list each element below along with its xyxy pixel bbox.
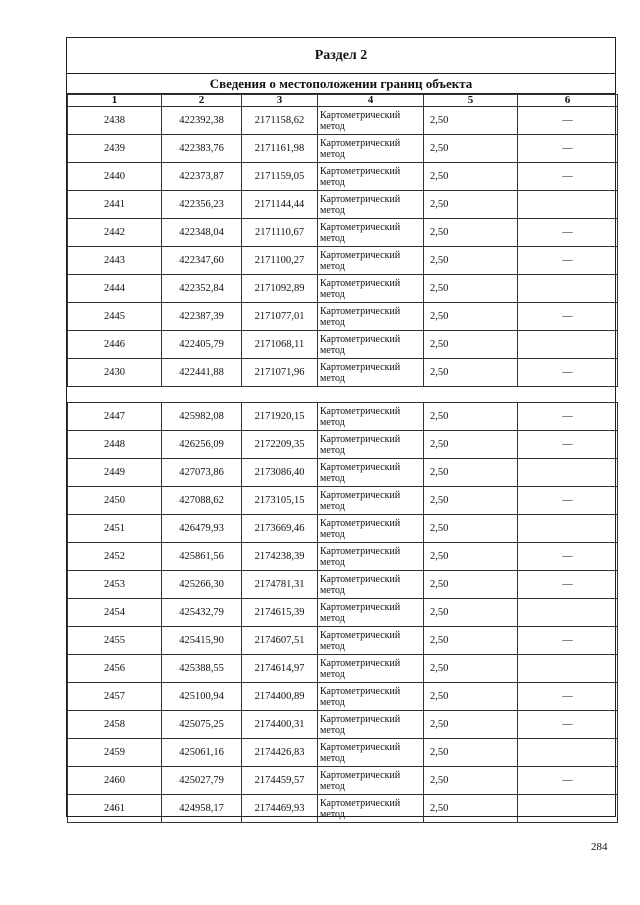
column-number-row (68, 95, 618, 107)
method-cell (318, 655, 424, 683)
coordinate-x: 425061,16 (162, 739, 242, 767)
col-header-3: 3 (242, 95, 318, 107)
table-row (68, 219, 618, 247)
point-number: 2454 (68, 599, 162, 627)
method-line-1: Картометрический (320, 601, 401, 613)
point-number: 2458 (68, 711, 162, 739)
table-row (68, 459, 618, 487)
table-row (68, 683, 618, 711)
point-number: 2461 (68, 795, 162, 823)
point-number: 2430 (68, 359, 162, 387)
column-6-value (518, 515, 618, 543)
document-frame (66, 37, 616, 820)
accuracy: 2,50 (424, 739, 518, 767)
point-number: 2443 (68, 247, 162, 275)
table-row (68, 191, 618, 219)
point-number: 2447 (68, 403, 162, 431)
method-line-1: Картометрический (320, 797, 401, 809)
method-line-2: метод (320, 260, 345, 272)
method-line-1: Картометрический (320, 545, 401, 557)
method-cell (318, 683, 424, 711)
accuracy: 2,50 (424, 795, 518, 823)
column-6-value: — (518, 431, 618, 459)
column-6-value: — (518, 163, 618, 191)
coordinate-y: 2171161,98 (242, 135, 318, 163)
point-number: 2442 (68, 219, 162, 247)
table-row (68, 795, 618, 823)
coordinate-y: 2171144,44 (242, 191, 318, 219)
coordinate-x: 427088,62 (162, 487, 242, 515)
point-number: 2441 (68, 191, 162, 219)
accuracy: 2,50 (424, 571, 518, 599)
method-line-1: Картометрический (320, 629, 401, 641)
table-row (68, 487, 618, 515)
method-line-2: метод (320, 232, 345, 244)
coordinate-x: 424958,17 (162, 795, 242, 823)
method-line-2: метод (320, 780, 345, 792)
column-6-value: — (518, 571, 618, 599)
coordinate-x: 422383,76 (162, 135, 242, 163)
coordinate-y: 2174238,39 (242, 543, 318, 571)
column-6-value (518, 599, 618, 627)
coordinate-x: 425861,56 (162, 543, 242, 571)
coordinate-y: 2171110,67 (242, 219, 318, 247)
method-cell (318, 543, 424, 571)
method-cell (318, 303, 424, 331)
method-cell (318, 767, 424, 795)
column-6-value: — (518, 303, 618, 331)
accuracy: 2,50 (424, 627, 518, 655)
table-row (68, 599, 618, 627)
table-row (68, 303, 618, 331)
method-line-2: метод (320, 472, 345, 484)
table-row (68, 163, 618, 191)
coordinate-x: 425388,55 (162, 655, 242, 683)
method-line-2: метод (320, 288, 345, 300)
point-number: 2457 (68, 683, 162, 711)
method-cell (318, 135, 424, 163)
accuracy: 2,50 (424, 359, 518, 387)
section-title: Раздел 2 (67, 38, 615, 74)
column-6-value: — (518, 359, 618, 387)
method-line-2: метод (320, 724, 345, 736)
accuracy: 2,50 (424, 767, 518, 795)
coordinate-y: 2174469,93 (242, 795, 318, 823)
column-6-value: — (518, 543, 618, 571)
accuracy: 2,50 (424, 543, 518, 571)
table-row (68, 275, 618, 303)
coordinate-y: 2174400,89 (242, 683, 318, 711)
point-number: 2440 (68, 163, 162, 191)
method-cell (318, 459, 424, 487)
method-cell (318, 599, 424, 627)
accuracy: 2,50 (424, 275, 518, 303)
coordinate-x: 426479,93 (162, 515, 242, 543)
method-line-1: Картометрический (320, 405, 401, 417)
col-header-6: 6 (518, 95, 618, 107)
point-number: 2445 (68, 303, 162, 331)
coordinate-y: 2174607,51 (242, 627, 318, 655)
column-6-value: — (518, 627, 618, 655)
point-number: 2451 (68, 515, 162, 543)
method-line-1: Картометрический (320, 137, 401, 149)
method-line-2: метод (320, 316, 345, 328)
coordinate-x: 422387,39 (162, 303, 242, 331)
method-line-1: Картометрический (320, 109, 401, 121)
coordinate-y: 2173105,15 (242, 487, 318, 515)
method-cell (318, 331, 424, 359)
point-number: 2455 (68, 627, 162, 655)
coordinate-y: 2174400,31 (242, 711, 318, 739)
table-row (68, 767, 618, 795)
coordinate-y: 2174459,57 (242, 767, 318, 795)
accuracy: 2,50 (424, 655, 518, 683)
point-number: 2439 (68, 135, 162, 163)
separator-cell (68, 387, 618, 403)
table-row (68, 515, 618, 543)
column-6-value: — (518, 107, 618, 135)
coordinate-x: 427073,86 (162, 459, 242, 487)
accuracy: 2,50 (424, 683, 518, 711)
method-cell (318, 487, 424, 515)
method-line-2: метод (320, 120, 345, 132)
method-line-2: метод (320, 528, 345, 540)
point-number: 2448 (68, 431, 162, 459)
coordinate-x: 425100,94 (162, 683, 242, 711)
accuracy: 2,50 (424, 711, 518, 739)
coordinate-x: 425415,90 (162, 627, 242, 655)
method-line-1: Картометрический (320, 221, 401, 233)
column-6-value (518, 795, 618, 823)
point-number: 2444 (68, 275, 162, 303)
coordinate-y: 2171068,11 (242, 331, 318, 359)
coordinate-x: 422373,87 (162, 163, 242, 191)
column-6-value (518, 655, 618, 683)
point-number: 2452 (68, 543, 162, 571)
column-6-value (518, 459, 618, 487)
column-6-value: — (518, 135, 618, 163)
table-row (68, 403, 618, 431)
method-cell (318, 571, 424, 599)
method-line-2: метод (320, 696, 345, 708)
method-line-2: метод (320, 556, 345, 568)
method-line-2: метод (320, 444, 345, 456)
method-line-1: Картометрический (320, 333, 401, 345)
col-header-5: 5 (424, 95, 518, 107)
coordinate-x: 425266,30 (162, 571, 242, 599)
coordinate-y: 2171159,05 (242, 163, 318, 191)
method-line-1: Картометрический (320, 657, 401, 669)
method-line-2: метод (320, 372, 345, 384)
method-line-2: метод (320, 584, 345, 596)
accuracy: 2,50 (424, 107, 518, 135)
coordinate-x: 422405,79 (162, 331, 242, 359)
col-header-4: 4 (318, 95, 424, 107)
method-cell (318, 247, 424, 275)
method-cell (318, 403, 424, 431)
coordinate-y: 2174781,31 (242, 571, 318, 599)
point-number: 2459 (68, 739, 162, 767)
method-line-2: метод (320, 204, 345, 216)
group-separator (68, 387, 618, 403)
coordinate-x: 422441,88 (162, 359, 242, 387)
col-header-1: 1 (68, 95, 162, 107)
method-cell (318, 627, 424, 655)
column-6-value: — (518, 219, 618, 247)
method-line-2: метод (320, 808, 345, 820)
method-cell (318, 795, 424, 823)
coordinate-y: 2172209,35 (242, 431, 318, 459)
method-line-2: метод (320, 612, 345, 624)
method-line-1: Картометрический (320, 461, 401, 473)
page-number: 284 (591, 841, 608, 853)
table-row (68, 571, 618, 599)
accuracy: 2,50 (424, 303, 518, 331)
method-line-1: Картометрический (320, 741, 401, 753)
coordinate-x: 422352,84 (162, 275, 242, 303)
table-row (68, 331, 618, 359)
col-header-2: 2 (162, 95, 242, 107)
coordinate-y: 2171100,27 (242, 247, 318, 275)
method-cell (318, 739, 424, 767)
accuracy: 2,50 (424, 135, 518, 163)
method-cell (318, 431, 424, 459)
method-line-2: метод (320, 148, 345, 160)
accuracy: 2,50 (424, 459, 518, 487)
column-6-value: — (518, 403, 618, 431)
coordinate-x: 426256,09 (162, 431, 242, 459)
method-line-1: Картометрический (320, 277, 401, 289)
coordinate-x: 425075,25 (162, 711, 242, 739)
accuracy: 2,50 (424, 599, 518, 627)
method-cell (318, 191, 424, 219)
point-number: 2446 (68, 331, 162, 359)
method-line-2: метод (320, 668, 345, 680)
method-line-1: Картометрический (320, 573, 401, 585)
method-line-1: Картометрический (320, 433, 401, 445)
accuracy: 2,50 (424, 219, 518, 247)
column-6-value (518, 275, 618, 303)
accuracy: 2,50 (424, 403, 518, 431)
table-row (68, 431, 618, 459)
method-cell (318, 163, 424, 191)
method-cell (318, 711, 424, 739)
table-row (68, 655, 618, 683)
coordinate-y: 2171158,62 (242, 107, 318, 135)
method-line-1: Картометрический (320, 249, 401, 261)
column-6-value: — (518, 487, 618, 515)
coordinate-x: 425432,79 (162, 599, 242, 627)
coordinate-x: 422347,60 (162, 247, 242, 275)
coordinate-y: 2171092,89 (242, 275, 318, 303)
table-row (68, 107, 618, 135)
coordinate-x: 422356,23 (162, 191, 242, 219)
coordinate-y: 2173669,46 (242, 515, 318, 543)
accuracy: 2,50 (424, 515, 518, 543)
coordinate-y: 2174614,97 (242, 655, 318, 683)
table-row (68, 247, 618, 275)
column-6-value (518, 331, 618, 359)
accuracy: 2,50 (424, 487, 518, 515)
method-line-1: Картометрический (320, 305, 401, 317)
boundary-coordinates-table (67, 94, 618, 823)
method-cell (318, 515, 424, 543)
method-cell (318, 275, 424, 303)
column-6-value: — (518, 711, 618, 739)
point-number: 2456 (68, 655, 162, 683)
method-line-1: Картометрический (320, 685, 401, 697)
table-row (68, 359, 618, 387)
method-cell (318, 107, 424, 135)
column-6-value (518, 739, 618, 767)
table-row (68, 739, 618, 767)
coordinate-x: 425982,08 (162, 403, 242, 431)
method-line-1: Картометрический (320, 361, 401, 373)
method-line-1: Картометрический (320, 489, 401, 501)
method-cell (318, 359, 424, 387)
coordinate-x: 422348,04 (162, 219, 242, 247)
column-6-value: — (518, 683, 618, 711)
accuracy: 2,50 (424, 247, 518, 275)
coordinate-y: 2171077,01 (242, 303, 318, 331)
point-number: 2453 (68, 571, 162, 599)
method-cell (318, 219, 424, 247)
accuracy: 2,50 (424, 163, 518, 191)
column-6-value (518, 191, 618, 219)
method-line-2: метод (320, 500, 345, 512)
method-line-1: Картометрический (320, 769, 401, 781)
method-line-1: Картометрический (320, 517, 401, 529)
coordinate-y: 2171920,15 (242, 403, 318, 431)
coordinate-x: 422392,38 (162, 107, 242, 135)
accuracy: 2,50 (424, 191, 518, 219)
table-row (68, 711, 618, 739)
table-row (68, 135, 618, 163)
method-line-2: метод (320, 752, 345, 764)
method-line-2: метод (320, 176, 345, 188)
point-number: 2460 (68, 767, 162, 795)
table-title: Сведения о местоположении границ объекта (67, 74, 615, 94)
coordinate-x: 425027,79 (162, 767, 242, 795)
point-number: 2450 (68, 487, 162, 515)
coordinate-y: 2171071,96 (242, 359, 318, 387)
method-line-1: Картометрический (320, 165, 401, 177)
accuracy: 2,50 (424, 331, 518, 359)
coordinate-y: 2173086,40 (242, 459, 318, 487)
method-line-1: Картометрический (320, 193, 401, 205)
point-number: 2449 (68, 459, 162, 487)
column-6-value: — (518, 767, 618, 795)
method-line-1: Картометрический (320, 713, 401, 725)
method-line-2: метод (320, 344, 345, 356)
point-number: 2438 (68, 107, 162, 135)
table-row (68, 543, 618, 571)
method-line-2: метод (320, 416, 345, 428)
table-row (68, 627, 618, 655)
method-line-2: метод (320, 640, 345, 652)
coordinate-y: 2174426,83 (242, 739, 318, 767)
accuracy: 2,50 (424, 431, 518, 459)
coordinate-y: 2174615,39 (242, 599, 318, 627)
column-6-value: — (518, 247, 618, 275)
